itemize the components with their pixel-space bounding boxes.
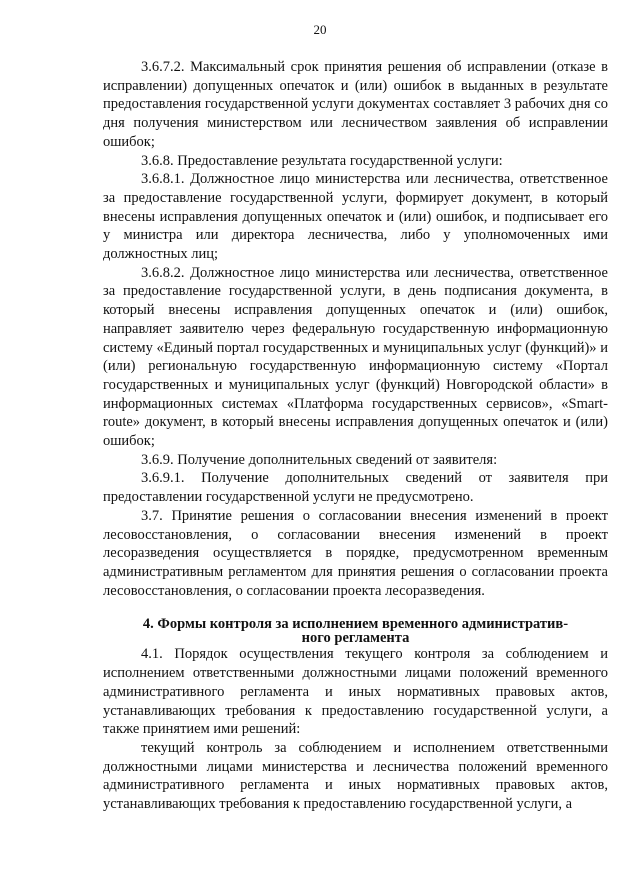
- page-number: 20: [313, 22, 327, 37]
- paragraph-4-1: 4.1. Порядок осуществления текущего контроля за соблюдением и исполнением ответственными должностными лицами положений временного административного регламента и иных нормативных правовых актов, устанавливающих требования к предоставлению государственной услуги, а также принятием ими решений:: [103, 646, 608, 738]
- paragraph-3-6-7-2: 3.6.7.2. Максимальный срок принятия решения об исправлении (отказе в исправлении) допущенных опечаток и (или) ошибок в выданных в результате предоставления государственной услуги документах составляет 3 рабочих дня со дня получения министерством или лесничеством заявления об исправлении ошибок;: [103, 59, 608, 150]
- paragraph-3-6-8-2: 3.6.8.2. Должностное лицо министерства или лесничества, ответственное за предоставление государственной услуги, в день подписания документа, в который внесены исправления допущенных опечаток и (или) ошибок, направляет заявителю через федеральную государственную информационную систему «Единый портал государственных и муниципальных услуг (функций)» и (или) региональную государственную информационную систему «Портал государственных и муниципальных услуг (функций) Новгородской области» в информационных системах «Платформа государственных сервисов», «Smart-route» документ, в который внесены исправления допущенных опечаток и (или) ошибок;: [103, 264, 608, 450]
- paragraph-current-control: текущий контроль за соблюдением и исполнением ответственными должностными лицами министерства и лесничества положений временного административного регламента и иных нормативных правовых актов, устанавливающих требования к предоставлению государственной услуги, а: [103, 739, 608, 813]
- document-body: [103, 58, 608, 814]
- paragraph-3-6-8-1: 3.6.8.1. Должностное лицо министерства или лесничества, ответственное за предоставление государственной услуги, формирует документ, в который внесены исправления допущенных опечаток и (или) ошибок, и подписывает его у министра или директора лесничества, либо у уполномоченных ими должностных лиц;: [103, 171, 608, 263]
- paragraph-3-6-9-1: 3.6.9.1. Получение дополнительных сведений от заявителя при предоставлении государственной услуги не предусмотрено.: [103, 470, 608, 506]
- section-heading: 4. Формы контроля за исполнением временного административного регламента: [142, 616, 569, 646]
- paragraph-3-7: 3.7. Принятие решения о согласовании внесения изменений в проект лесовосстановления, о согласовании внесения изменений в проект лесоразведения осуществляется в порядке, предусмотренном временным административным регламентом для принятия решения о согласовании проекта лесовосстановления, о согласовании проекта лесоразведения.: [103, 507, 608, 599]
- paragraph-3-6-9: 3.6.9. Получение дополнительных сведений от заявителя:: [141, 451, 498, 468]
- paragraph-3-6-8: 3.6.8. Предоставление результата государственной услуги:: [141, 152, 503, 169]
